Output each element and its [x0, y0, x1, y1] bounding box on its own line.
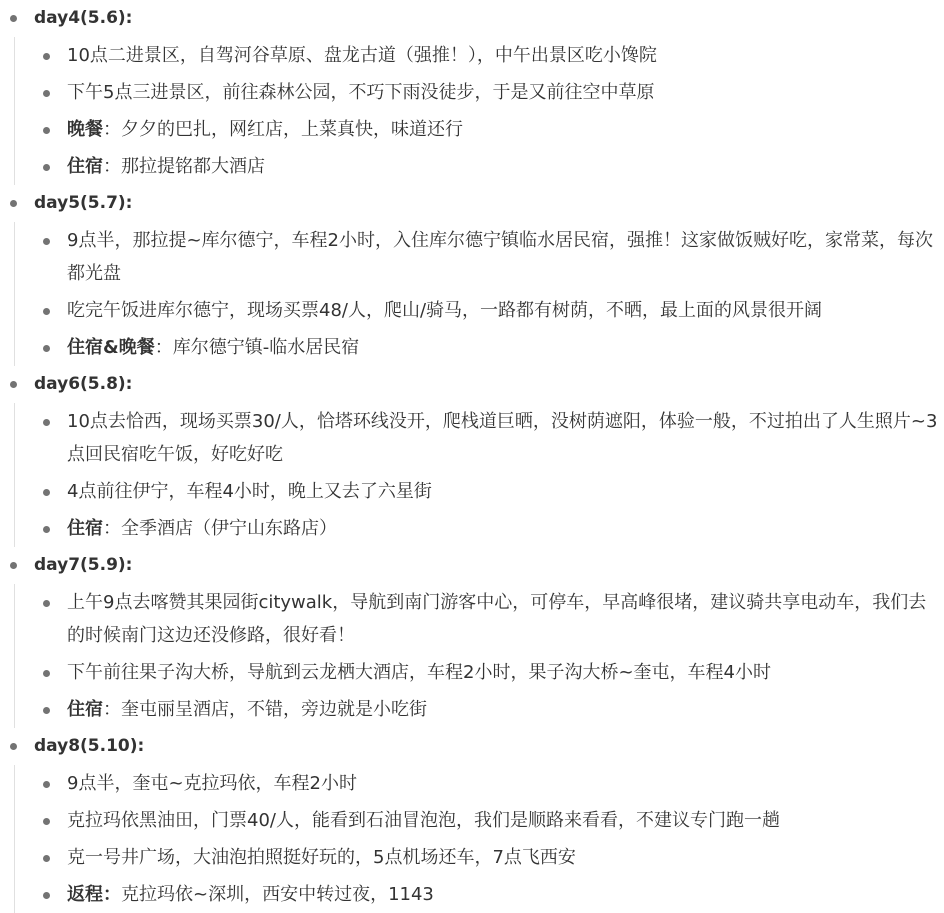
- item-text: 10点二进景区，自驾河谷草原、盘龙古道（强推！），中午出景区吃小馋院: [67, 45, 657, 66]
- list-item: [15, 292, 944, 329]
- bullet-icon: [43, 238, 50, 245]
- bullet-icon: [43, 781, 50, 788]
- item-text: 克拉玛依黑油田，门票40/人，能看到石油冒泡泡，我们是顺路来看看，不建议专门跑一趟: [67, 810, 780, 831]
- bullet-icon: [43, 164, 50, 171]
- day-title: day7(5.9):: [34, 555, 133, 575]
- bullet-icon: [43, 127, 50, 134]
- item-label: 住宿: [67, 156, 103, 177]
- day-heading: [0, 185, 944, 222]
- bullet-icon: [43, 670, 50, 677]
- list-item: [15, 876, 944, 913]
- item-text: 10点去恰西，现场买票30/人，恰塔环线没开，爬栈道巨晒，没树荫遮阳，体验一般，不过拍出了人生照片~3点回民宿吃午饭，好吃好吃: [67, 411, 938, 465]
- bullet-icon: [10, 15, 17, 22]
- list-item: [15, 654, 944, 691]
- item-text: 吃完午饭进库尔德宁，现场买票48/人，爬山/骑马，一路都有树荫，不晒，最上面的风景很开阔: [67, 300, 823, 321]
- bullet-icon: [43, 707, 50, 714]
- day-heading: [0, 0, 944, 37]
- item-label: 返程: [67, 884, 103, 905]
- bullet-icon: [43, 526, 50, 533]
- list-item: [15, 37, 944, 74]
- bullet-icon: [43, 53, 50, 60]
- item-label: 住宿: [67, 518, 103, 539]
- day-title: day6(5.8):: [34, 374, 133, 394]
- list-item: [15, 691, 944, 728]
- bullet-icon: [43, 892, 50, 899]
- list-item: [15, 329, 944, 366]
- item-label: 晚餐: [67, 119, 103, 140]
- day-section: [0, 547, 944, 728]
- day-items: [14, 222, 944, 366]
- day-items: [14, 584, 944, 728]
- list-item: [15, 839, 944, 876]
- item-text: ：奎屯丽呈酒店，不错，旁边就是小吃街: [103, 699, 427, 720]
- item-text: 4点前往伊宁，车程4小时，晚上又去了六星街: [67, 481, 432, 502]
- item-text: 上午9点去喀赞其果园街citywalk，导航到南门游客中心，可停车，早高峰很堵，建议骑共享电动车，我们去的时候南门这边还没修路，很好看！: [67, 592, 927, 646]
- list-item: [15, 222, 944, 292]
- list-item: [15, 510, 944, 547]
- bullet-icon: [43, 855, 50, 862]
- list-item: [15, 403, 944, 473]
- day-section: [0, 0, 944, 185]
- item-text: 9点半，奎屯~克拉玛依，车程2小时: [67, 773, 357, 794]
- item-label: 住宿: [67, 699, 103, 720]
- day-section: [0, 185, 944, 366]
- item-label: 住宿&晚餐: [67, 337, 155, 358]
- item-text: 下午5点三进景区，前往森林公园，不巧下雨没徒步，于是又前往空中草原: [67, 82, 655, 103]
- bullet-icon: [10, 381, 17, 388]
- bullet-icon: [43, 818, 50, 825]
- day-title: day4(5.6):: [34, 8, 133, 28]
- item-text: ：那拉提铭都大酒店: [103, 156, 265, 177]
- bullet-icon: [10, 200, 17, 207]
- list-item: [15, 148, 944, 185]
- bullet-icon: [10, 743, 17, 750]
- list-item: [15, 74, 944, 111]
- day-items: [14, 403, 944, 547]
- day-heading: [0, 728, 944, 765]
- day-items: [14, 765, 944, 913]
- item-text: 克拉玛依~深圳，西安中转过夜，1143: [121, 884, 434, 905]
- day-title: day5(5.7):: [34, 193, 133, 213]
- item-text: ：全季酒店（伊宁山东路店）: [103, 518, 337, 539]
- day-heading: [0, 366, 944, 403]
- bullet-icon: [43, 90, 50, 97]
- day-section: [0, 728, 944, 913]
- list-item: [15, 765, 944, 802]
- bullet-icon: [43, 419, 50, 426]
- day-title: day8(5.10):: [34, 736, 145, 756]
- bullet-icon: [10, 562, 17, 569]
- item-text: 下午前往果子沟大桥，导航到云龙栖大酒店，车程2小时，果子沟大桥~奎屯，车程4小时: [67, 662, 771, 683]
- item-text: 克一号井广场，大油泡拍照挺好玩的，5点机场还车，7点飞西安: [67, 847, 576, 868]
- item-label-suffix: ：: [103, 884, 121, 905]
- list-item: [15, 473, 944, 510]
- list-item: [15, 802, 944, 839]
- bullet-icon: [43, 489, 50, 496]
- day-heading: [0, 547, 944, 584]
- list-item: [15, 111, 944, 148]
- bullet-icon: [43, 308, 50, 315]
- bullet-icon: [43, 345, 50, 352]
- list-item: [15, 584, 944, 654]
- day-items: [14, 37, 944, 185]
- item-text: ：库尔德宁镇-临水居民宿: [154, 337, 360, 358]
- day-section: [0, 366, 944, 547]
- item-text: 9点半，那拉提~库尔德宁，车程2小时，入住库尔德宁镇临水居民宿，强推！这家做饭贼好吃，家常菜，每次都光盘: [67, 230, 933, 284]
- bullet-icon: [43, 600, 50, 607]
- item-text: ：夕夕的巴扎，网红店，上菜真快，味道还行: [103, 119, 463, 140]
